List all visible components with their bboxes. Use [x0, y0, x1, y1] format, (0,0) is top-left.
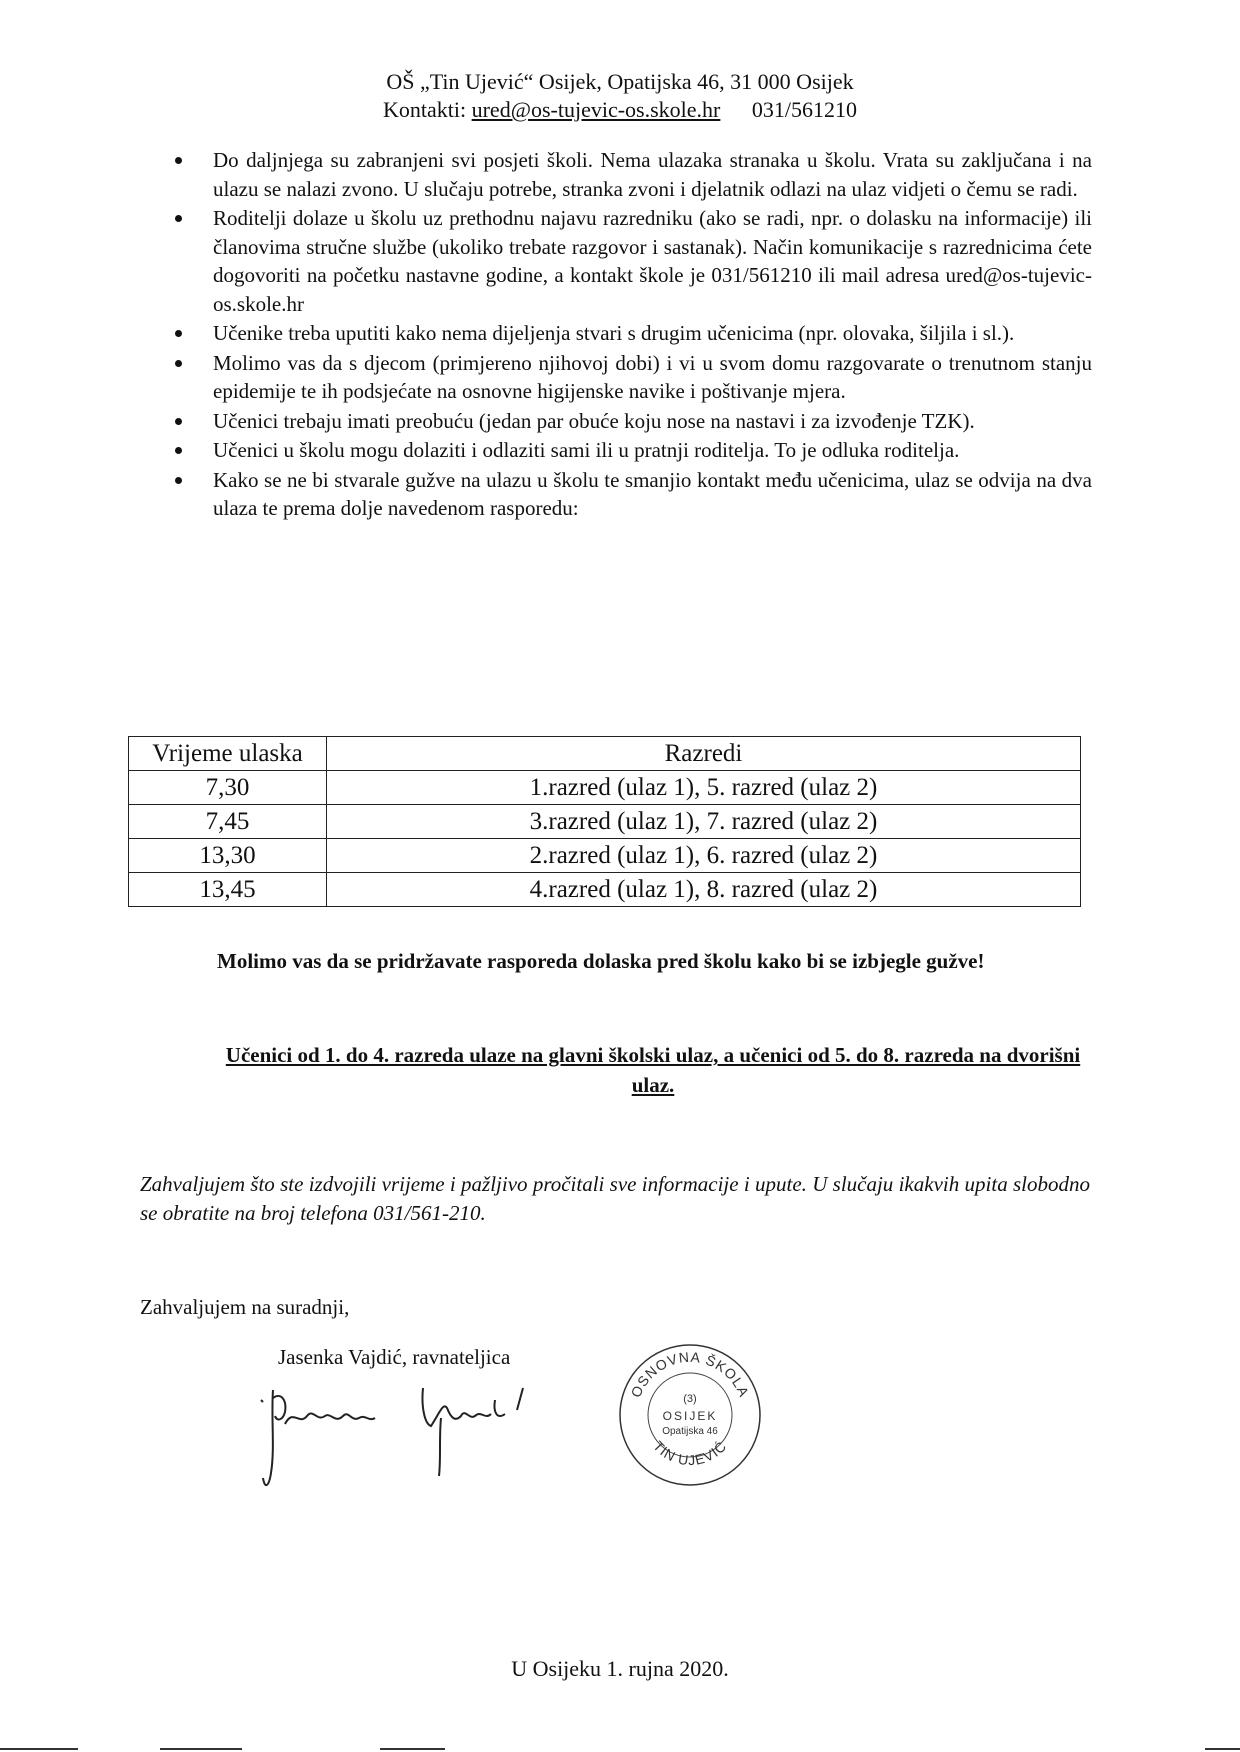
column-header-classes: Razredi	[327, 737, 1081, 771]
table-row	[129, 873, 1081, 907]
entry-classes: 1.razred (ulaz 1), 5. razred (ulaz 2)	[327, 771, 1081, 805]
handwritten-signature	[255, 1378, 575, 1498]
list-item: Do daljnjega su zabranjeni svi posjeti školi. Nema ulazaka stranaka u školu. Vrata su zaključana i na ulazu se nalazi zvono. U slučaju potrebe, stranka zvoni i djelatnik odlazi na ulaz vidjeti o čemu se radi.	[165, 146, 1092, 203]
closing-line: Zahvaljujem na suradnji,	[140, 1295, 350, 1319]
bullet-icon	[175, 447, 182, 454]
school-stamp	[615, 1340, 765, 1490]
signer-name: Jasenka Vajdić, ravnateljica	[278, 1345, 511, 1369]
contacts-line	[0, 96, 1240, 124]
entry-time: 13,45	[129, 873, 327, 907]
bullet-icon	[175, 157, 182, 164]
bullet-icon	[175, 360, 182, 367]
footer-rule	[0, 1748, 78, 1750]
list-item: Učenici trebaju imati preobuću (jedan par obuće koju nose na nastavi i za izvođenje TZK).	[165, 407, 1092, 436]
entry-schedule-table	[128, 736, 1081, 907]
entry-classes: 3.razred (ulaz 1), 7. razred (ulaz 2)	[327, 805, 1081, 839]
email-link[interactable]: ured@os-tujevic-os.skole.hr	[471, 97, 721, 122]
footer-rule	[380, 1748, 445, 1750]
table-row	[129, 771, 1081, 805]
entry-time: 13,30	[129, 839, 327, 873]
entry-classes: 2.razred (ulaz 1), 6. razred (ulaz 2)	[327, 839, 1081, 873]
table-row	[129, 805, 1081, 839]
instructions-list	[165, 146, 1092, 524]
table-header-row	[129, 737, 1081, 771]
school-address: OŠ „Tin Ujević“ Osijek, Opatijska 46, 31 000 Osijek	[386, 69, 854, 94]
svg-text:OSNOVNA ŠKOLA: OSNOVNA ŠKOLA	[627, 1348, 753, 1400]
bullet-icon	[175, 330, 182, 337]
svg-text:Opatijska 46: Opatijska 46	[662, 1426, 718, 1437]
schedule-notice: Molimo vas da se pridržavate rasporeda dolaska pred školu kako bi se izbjegle gužve!	[217, 949, 985, 973]
entrance-note: Učenici od 1. do 4. razreda ulaze na glavni školski ulaz, a učenici od 5. do 8. razreda na dvorišni ulaz.	[225, 1043, 1081, 1097]
bullet-icon	[175, 215, 182, 222]
footer-rule	[1205, 1748, 1240, 1750]
column-header-time: Vrijeme ulaska	[129, 737, 327, 771]
svg-text:(3): (3)	[683, 1393, 697, 1405]
bullet-icon	[175, 418, 182, 425]
thanks-paragraph: Zahvaljujem što ste izdvojili vrijeme i pažljivo pročitali sve informacije i upute. U slučaju ikakvih upita slobodno se obratite na broj telefona 031/561-210.	[140, 1172, 1090, 1225]
phone-number: 031/561210	[751, 97, 857, 122]
list-item: Molimo vas da s djecom (primjereno njihovoj dobi) i vi u svom domu razgovarate o trenutnom stanju epidemije te ih podsjećate na osnovne higijenske navike i poštivanje mjera.	[165, 349, 1092, 406]
list-item: Učenici u školu mogu dolaziti i odlaziti sami ili u pratnji roditelja. To je odluka roditelja.	[165, 436, 1092, 465]
date-line: U Osijeku 1. rujna 2020.	[511, 1656, 729, 1681]
svg-text:TIN UJEVIĆ: TIN UJEVIĆ	[650, 1437, 730, 1469]
list-item: Roditelji dolaze u školu uz prethodnu najavu razredniku (ako se radi, npr. o dolasku na informacije) ili članovima stručne službe (ukoliko trebate razgovor i sastanak). Način komunikacije s razrednicima ćete dogovoriti na početku nastavne godine, a kontakt škole je 031/561210 ili mail adresa ured@os-tujevic-os.skole.hr	[165, 204, 1092, 318]
entry-time: 7,45	[129, 805, 327, 839]
entry-time: 7,30	[129, 771, 327, 805]
entry-classes: 4.razred (ulaz 1), 8. razred (ulaz 2)	[327, 873, 1081, 907]
bullet-icon	[175, 477, 182, 484]
list-item: Kako se ne bi stvarale gužve na ulazu u školu te smanjio kontakt među učenicima, ulaz se odvija na dva ulaza te prema dolje navedenom rasporedu:	[165, 466, 1092, 523]
table-row	[129, 839, 1081, 873]
footer-rule	[160, 1748, 242, 1750]
letterhead	[0, 68, 1240, 124]
svg-text:OSIJEK: OSIJEK	[662, 1409, 718, 1423]
contacts-label: Kontakti:	[383, 97, 467, 122]
list-item: Učenike treba uputiti kako nema dijeljenja stvari s drugim učenicima (npr. olovaka, šiljila i sl.).	[165, 319, 1092, 348]
